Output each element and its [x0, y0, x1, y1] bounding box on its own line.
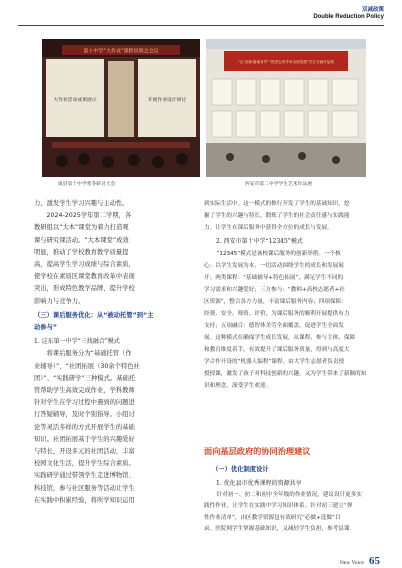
photo-seminar — [42, 39, 200, 177]
exhibition-photo-image — [206, 39, 366, 177]
column-title-en: Double Reduction Policy — [313, 14, 384, 20]
narrow-paragraph — [34, 210, 159, 507]
board-left-text: 大作业活动成果展示 — [53, 98, 97, 103]
text-line: 将课后服务分为“基础托管（作 — [46, 350, 132, 358]
text-line: 知识。社团拓展基于学生的兴趣爱好 — [34, 435, 135, 443]
right-column — [204, 198, 372, 392]
photo-caption-right: 西安市第二中学学生艺术作品展 — [245, 182, 313, 187]
subitem-heading: 1. 这东第一中学“三找融合”模式 — [34, 338, 120, 346]
text-line: 在实践中积累经验，将所学知识运用 — [34, 496, 135, 504]
subsection-heading: （一）优化制度设计 — [212, 466, 269, 473]
text-line: 教研组以“大本”课堂为着力打造观 — [34, 224, 129, 232]
text-line: 与特长，开设多元的社团活动，丰富 — [34, 448, 135, 456]
photo-art-exhibition — [206, 39, 366, 177]
text-line: 课与研究课活动。“大本课堂”成效 — [34, 236, 129, 244]
text-line: 践性作业，让学生在实践中学习知识体系。针对初三建立“弹 — [204, 503, 353, 509]
text-line: 支持；五项融合：德智体美劳全面覆盖，促进学生全面发 — [204, 323, 344, 329]
text-line: 到实际生活中。这一模式的推行开发了学生的基础知识，挖 — [204, 201, 350, 207]
text-line: 针对初一、初二和初中全年级的作业情况，建议设计更多实 — [216, 491, 362, 498]
text-line: “12345”模式是该校课后服务的创新举措。一个核 — [216, 251, 341, 257]
journal-name: New Voice — [339, 560, 364, 566]
text-line: 授授课，激发了孩子对科技创新的兴趣，又为学生带来了新颖的知 — [204, 371, 367, 377]
page-header — [313, 7, 384, 21]
page-footer — [340, 549, 380, 568]
text-line: 校园文化生活，提升学生综合素质。 — [34, 460, 135, 468]
text-line: 学习需求和兴趣爱好；三方参与：“教师+高校志愿者+社 — [204, 287, 345, 293]
text-line: 针对学生在学习过程中遇到的问题进 — [34, 399, 135, 407]
text-line: 开；两类课程：“基础辅导+特色拓展”，满足学生不同的 — [204, 275, 344, 281]
text-line: 团）”、“实践研学”三种模式。基础托 — [34, 374, 136, 382]
text-line: 高，提高学生学习成绩与综合素质， — [34, 261, 135, 269]
text-line: 行答疑辅导，及时个别指导。小组讨 — [34, 411, 135, 419]
seminar-photo-image — [42, 39, 200, 177]
text-line: 2024-2025学年第二学期，各 — [46, 212, 132, 220]
text-line: 学合作开设的“机器人编程”课程，由大学生志愿者负责授 — [204, 359, 345, 365]
right-column-bottom — [204, 478, 372, 536]
text-line: 性作业清单”，由区教学资源包有效研究“必做+选做”目 — [204, 514, 341, 521]
text-line: 经费、安全、师资、评价，为课后服务的顺利开展提供有力 — [204, 311, 350, 317]
exhibition-banner-text: “让‘双减’落地有声”“推进五育并举全面发展”学生书画作品展 — [238, 60, 334, 64]
text-line: 录。医院网学生掌握基础知识，又减轻学生负担，参考县课 — [204, 526, 350, 532]
seminar-banner-text: 第十中学“大作业”课程说明会会议 — [83, 48, 159, 55]
section-heading: 面向基层政府的协同治理建议 — [204, 446, 311, 456]
text-line: 区资源”，整合各方力量，丰富课后服务内容；四项保障： — [204, 299, 347, 305]
text-line: 力。让学生在课后服务中获得全方位的成长与发展。 — [204, 225, 333, 231]
text-line: 科技馆，参与社区服务等活动让学生 — [34, 484, 135, 492]
text-line: 论等灵活多样的方式开展学生的基础 — [34, 423, 135, 431]
board-right-text: 开展作业设计研讨 — [147, 98, 187, 103]
column-title-cn: 双减政策 — [361, 7, 384, 13]
text-line: 业辅导）”、“社团拓展（30余个特色社 — [34, 362, 140, 370]
text-line: 管帮助学生高效完成作业，学科教师 — [34, 387, 135, 395]
paragraph: 力，激发学生学习兴趣与主动性。 — [34, 200, 129, 207]
subsection-heading: （三）课后服务优化：从“被动托管”到“主动参与” — [34, 311, 154, 332]
text-line: 展。这种模式在确保学生成长发展，从课程、参与主体、保障 — [204, 335, 356, 341]
text-line: 掘了学生的兴趣与特长，锻炼了学生的社会责任感与实践能 — [204, 213, 350, 219]
text-line: 影响力与竞争力。 — [34, 297, 85, 305]
page-number: 65 — [369, 555, 380, 567]
subitem-heading: 1. 优化县市优秀课程的资源共享 — [216, 480, 302, 487]
text-line: 突出，形成特色教学品牌，提升学校 — [34, 285, 135, 293]
text-line: 使学校在素质区课堂教育改革中表现 — [34, 273, 135, 281]
text-line: 和教育维度着手，有效提升了课后服务质量，得到与高度大 — [204, 347, 350, 353]
header-rule — [18, 25, 384, 26]
text-line: 明显，推动了学校教育教学质量提 — [34, 248, 129, 256]
left-column — [34, 198, 200, 507]
subitem-heading: 2. 西安市第十中学“12345”模式 — [216, 238, 303, 245]
text-line: 识和理念，深受学生欢迎。 — [204, 383, 272, 389]
text-line: 心：以学生发展为本，一切活动围绕学生的成长和发展展 — [204, 263, 344, 269]
text-line: 实践研学通过带领学生走进博物馆、 — [34, 472, 135, 480]
photo-caption-left: 康县第十中学寒冬研讨大会 — [58, 182, 116, 187]
